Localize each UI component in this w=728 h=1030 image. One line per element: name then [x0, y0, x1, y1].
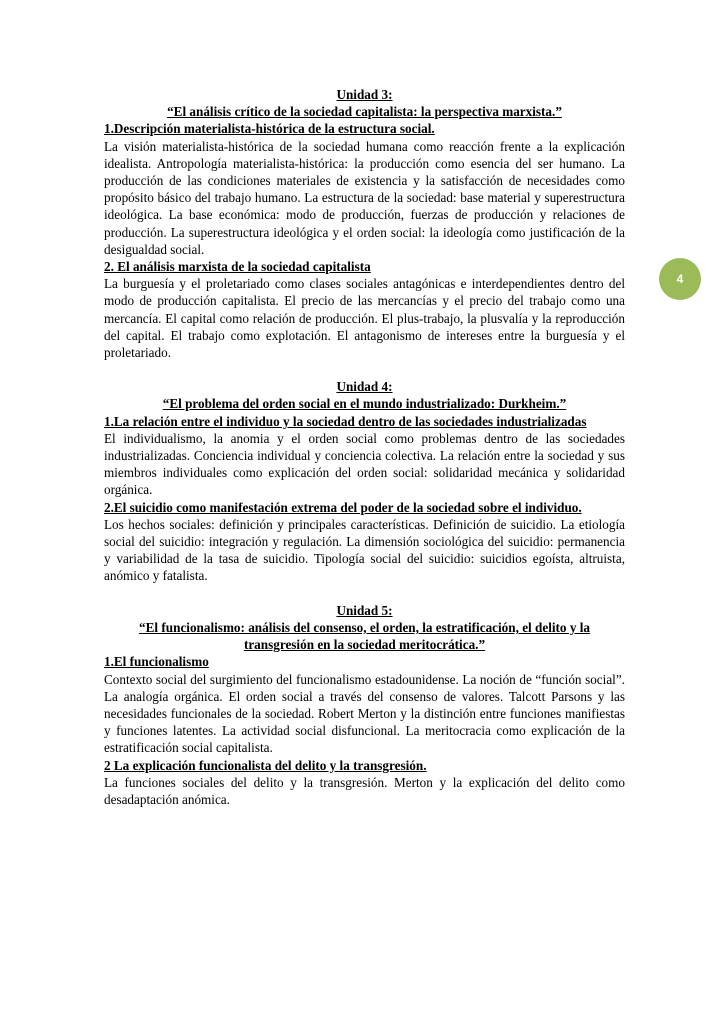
unit3-section1-text: La visión materialista-histórica de la sociedad humana como reacción frente a la explicación idealista. Antropología materialista-histórica: la producción como esencia del ser humano. La producción de las condiciones materiales de existencia y la satisfacción de necesidades como propósito básico del trabajo humano. La estructura de la sociedad: base material y superestructura ideológica. La base económica: modo de producción, fuerzas de producción y relaciones de producción. La superestructura ideológica y el orden social: la ideología como justificación de la desigualdad social. — [104, 138, 625, 257]
unit4-section2-text: Los hechos sociales: definición y principales características. Definición de suicidio. La etiología social del suicidio: integración y regulación. La dimensión sociológica del suicidio: permanencia y variabilidad de la tasa de suicidio. Tipología social del suicidio: suicidios egoísta, altruista, anómico y fatalista. — [104, 516, 625, 584]
unit5-title-line2: transgresión en la sociedad meritocrática.” — [243, 637, 486, 653]
unit4-section1-text: El individualismo, la anomia y el orden social como problemas dentro de las sociedades industrializadas. Conciencia individual y conciencia colectiva. La relación entre la sociedad y sus miembros individuales como explicación del orden social: solidaridad mecánica y solidaridad orgánica. — [104, 430, 625, 498]
unit3-section2-title: 2. El análisis marxista de la sociedad capitalista — [104, 259, 371, 275]
unit4-title: “El problema del orden social en el mundo industrializado: Durkheim.” — [162, 396, 567, 412]
unit3-section1-title: 1.Descripción materialista-histórica de la estructura social. — [104, 121, 435, 137]
unit5-title-line1: “El funcionalismo: análisis del consenso, el orden, la estratificación, el delito y la — [139, 619, 590, 635]
unit4-section1-title: 1.La relación entre el individuo y la sociedad dentro de las sociedades industrializadas — [104, 413, 587, 429]
spacer — [104, 585, 625, 602]
unit3-heading: Unidad 3: — [336, 87, 393, 102]
unit3-title: “El análisis crítico de la sociedad capitalista: la perspectiva marxista.” — [167, 104, 562, 120]
unit5-heading: Unidad 5: — [336, 602, 393, 618]
page-number-badge: 4 — [659, 258, 701, 300]
document-body — [104, 86, 625, 808]
unit5-section1-title: 1.El funcionalismo — [104, 654, 209, 670]
unit5-section1-text: Contexto social del surgimiento del funcionalismo estadounidense. La noción de “función social”. La analogía orgánica. El orden social a través del consenso de valores. Talcott Parsons y las necesidades funcionales de la sociedad. Robert Merton y la distinción entre funciones manifiestas y funciones latentes. La actividad social disfuncional. La meritocracia como explicación de la estratificación social capitalista. — [104, 671, 625, 756]
unit5-section2-title: 2 La explicación funcionalista del delito y la transgresión. — [104, 757, 427, 773]
unit4-heading: Unidad 4: — [336, 379, 393, 395]
spacer — [104, 361, 625, 378]
unit4-section2-title: 2.El suicidio como manifestación extrema del poder de la sociedad sobre el individuo. — [104, 499, 582, 515]
unit5-section2-text: La funciones sociales del delito y la transgresión. Merton y la explicación del delito como desadaptación anómica. — [104, 774, 625, 807]
unit3-section2-text: La burguesía y el proletariado como clases sociales antagónicas e interdependientes dentro del modo de producción capitalista. El precio de las mercancías y el precio del trabajo como una mercancía. El capital como relación de producción. El plus-trabajo, la plusvalía y la reproducción del capital. El trabajo como explotación. El antagonismo de intereses entre la burguesía y el proletariado. — [104, 276, 625, 361]
